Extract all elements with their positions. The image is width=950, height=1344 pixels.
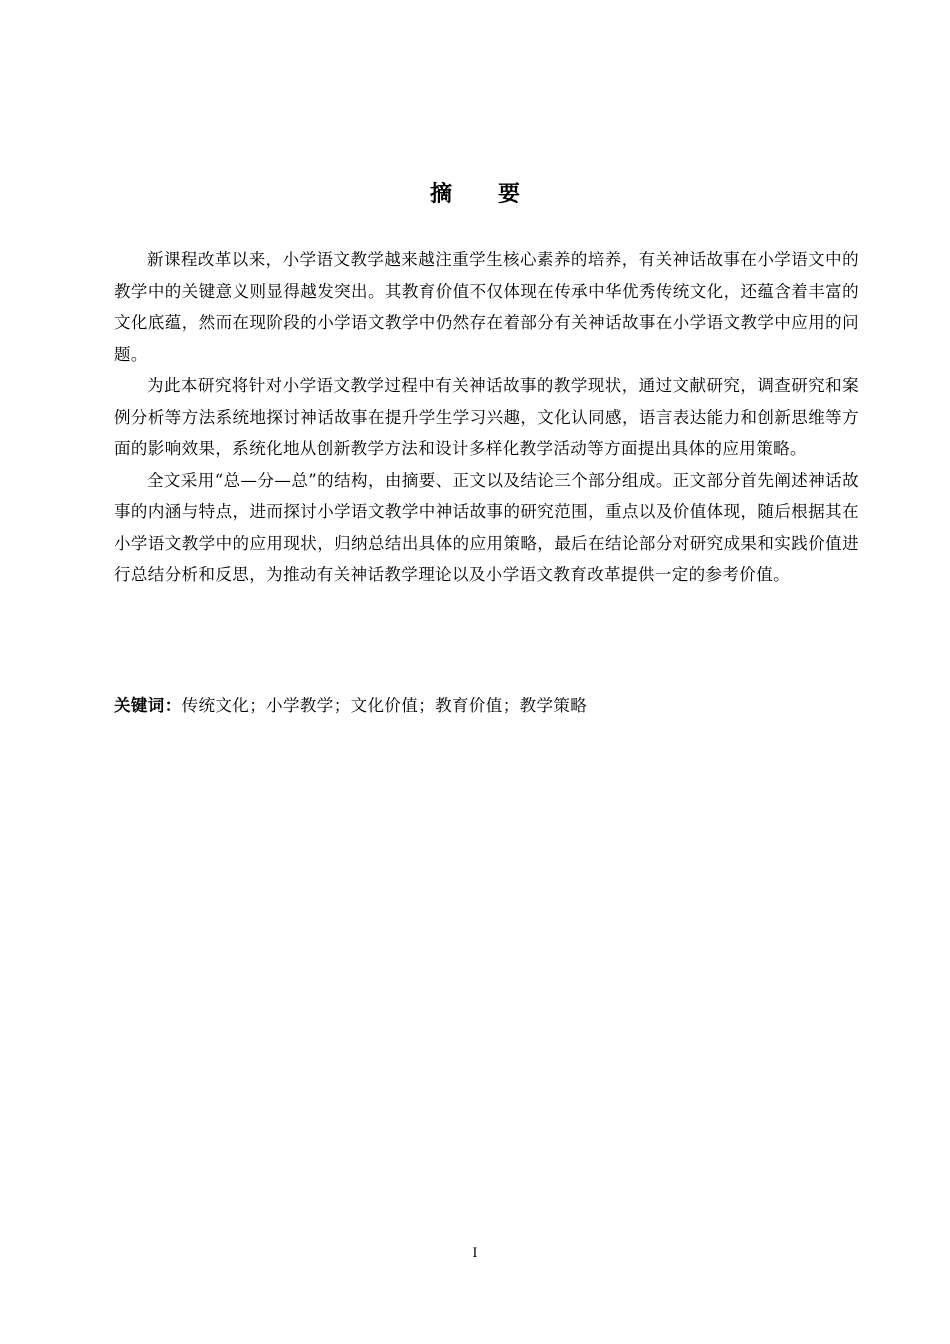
abstract-paragraph-2: 为此本研究将针对小学语文教学过程中有关神话故事的教学现状，通过文献研究，调查研究和案例分析等方法系统地探讨神话故事在提升学生学习兴趣，文化认同感，语言表达能力和创新思维等方面的影响效果，系统化地从创新教学方法和设计多样化教学活动等方面提出具体的应用策略。 (114, 376, 859, 458)
keywords-label: 关键词： (114, 696, 182, 715)
abstract-title-char-1: 摘 (429, 182, 452, 207)
keywords-value: 传统文化；小学教学；文化价值；教育价值；教学策略 (181, 696, 588, 715)
abstract-title-char-2: 要 (498, 182, 521, 207)
page-number: I (472, 1246, 478, 1261)
abstract-body (114, 244, 859, 591)
abstract-paragraph-1: 新课程改革以来，小学语文教学越来越注重学生核心素养的培养，有关神话故事在小学语文中的教学中的关键意义则显得越发突出。其教育价值不仅体现在传承中华优秀传统文化，还蕴含着丰富的文化底蕴，然而在现阶段的小学语文教学中仍然存在着部分有关神话故事在小学语文教学中应用的问题。 (114, 250, 859, 364)
keywords-line (114, 690, 859, 722)
abstract-paragraph-3: 全文采用“总—分—总”的结构，由摘要、正文以及结论三个部分组成。正文部分首先阐述神话故事的内涵与特点，进而探讨小学语文教学中神话故事的研究范围，重点以及价值体现，随后根据其在小学语文教学中的应用现状，归纳总结出具体的应用策略，最后在结论部分对研究成果和实践价值进行总结分析和反思，为推动有关神话教学理论以及小学语文教育改革提供一定的参考价值。 (114, 470, 859, 584)
abstract-title (0, 180, 950, 210)
